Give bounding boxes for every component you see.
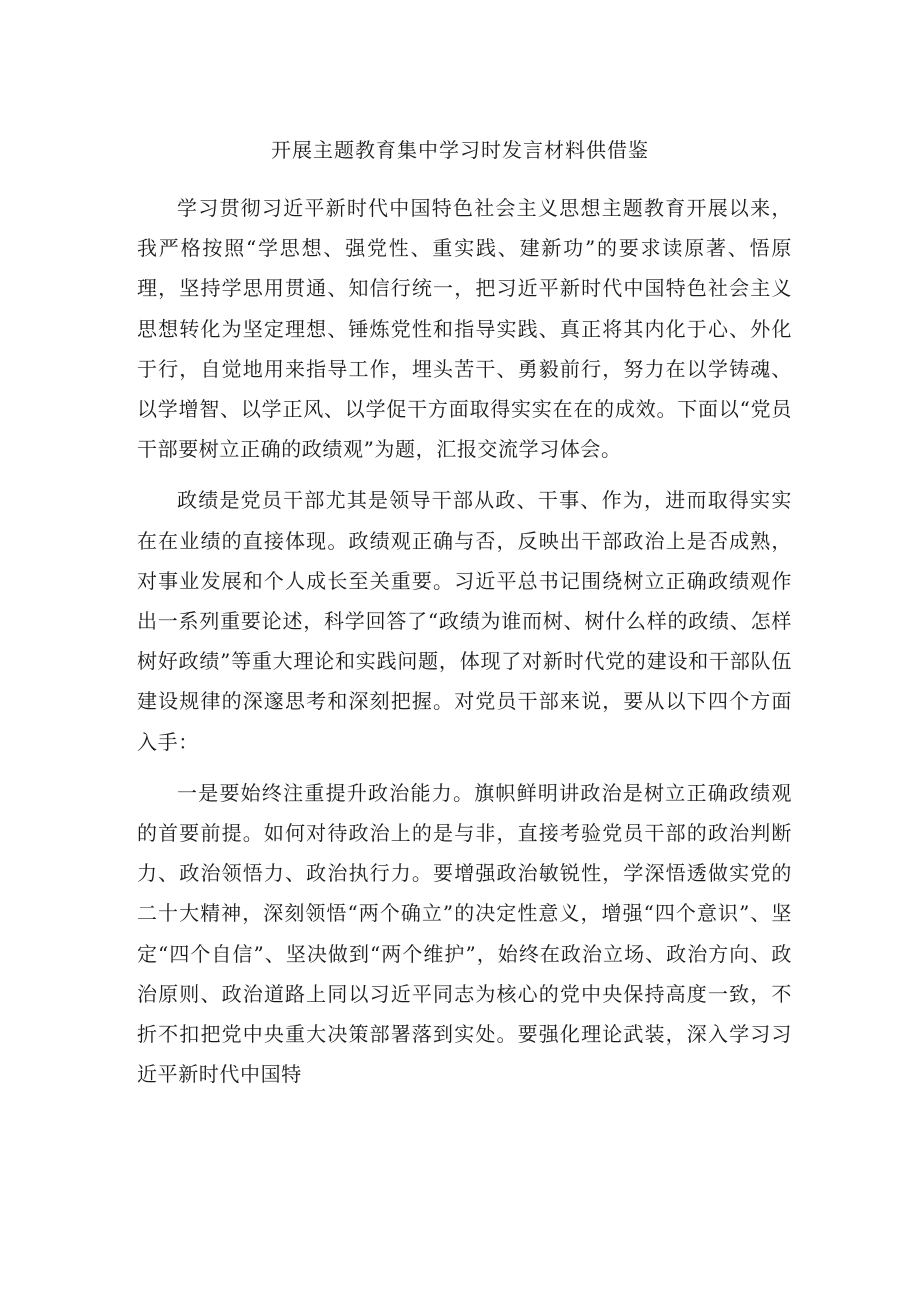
document-body (137, 188, 792, 1094)
document-title: 开展主题教育集中学习时发言材料供借鉴 (271, 138, 649, 162)
paragraph-performance-view: 政绩是党员干部尤其是领导干部从政、干事、作为，进而取得实实在在业绩的直接体现。政绩观正确与否，反映出干部政治上是否成熟，对事业发展和个人成长至关重要。习近平总书记围绕树立正确政绩观作出一系列重要论述，科学回答了“政绩为谁而树、树什么样的政绩、怎样树好政绩”等重大理论和实践问题，体现了对新时代党的建设和干部队伍建设规律的深邃思考和深刻把握。对党员干部来说，要从以下四个方面入手： (137, 488, 792, 754)
paragraph-political-ability: 一是要始终注重提升政治能力。旗帜鲜明讲政治是树立正确政绩观的首要前提。如何对待政治上的是与非，直接考验党员干部的政治判断力、政治领悟力、政治执行力。要增强政治敏锐性，学深悟透做实党的二十大精神，深刻领悟“两个确立”的决定性意义，增强“四个意识”、坚定“四个自信”、坚决做到“两个维护”，始终在政治立场、政治方向、政治原则、政治道路上同以习近平同志为核心的党中央保持高度一致，不折不扣把党中央重大决策部署落到实处。要强化理论武装，深入学习习近平新时代中国特 (137, 780, 792, 1087)
paragraph-intro: 学习贯彻习近平新时代中国特色社会主义思想主题教育开展以来，我严格按照“学思想、强党性、重实践、建新功”的要求读原著、悟原理，坚持学思用贯通、知信行统一，把习近平新时代中国特色社会主义思想转化为坚定理想、锤炼党性和指导实践、真正将其内化于心、外化于行，自觉地用来指导工作，埋头苦干、勇毅前行，努力在以学铸魂、以学增智、以学正风、以学促干方面取得实实在在的成效。下面以“党员干部要树立正确的政绩观”为题，汇报交流学习体会。 (137, 196, 792, 462)
